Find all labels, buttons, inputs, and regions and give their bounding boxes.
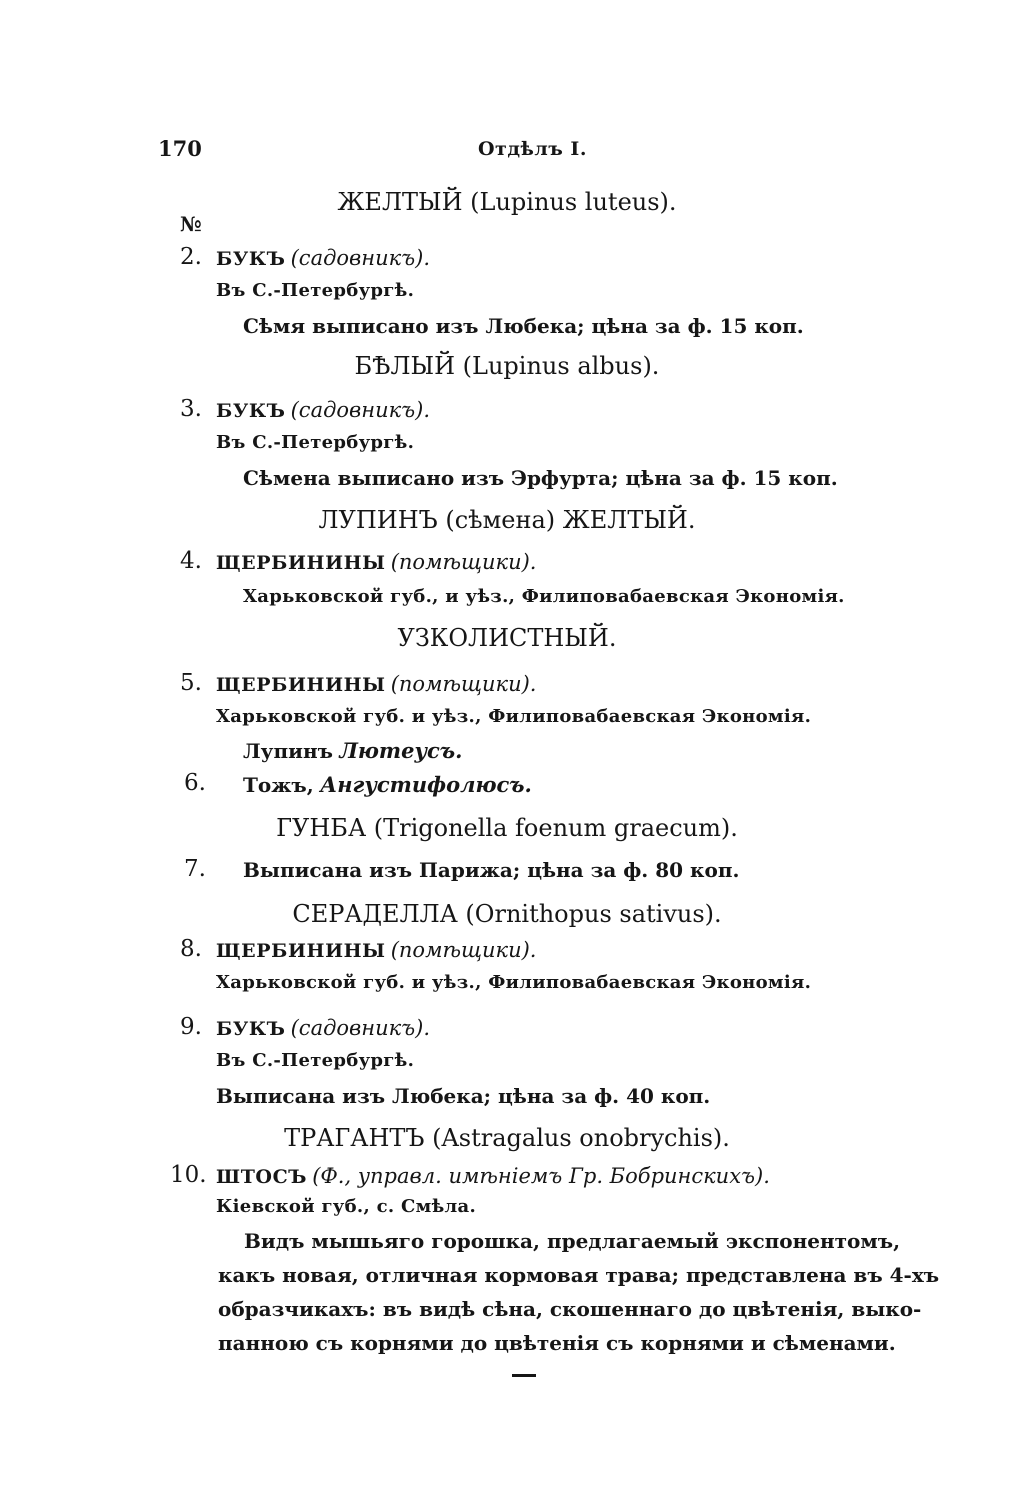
entry-number: 2. <box>180 244 202 270</box>
entry-number: 10. <box>170 1162 207 1188</box>
exhibitor-role: (помѣщики). <box>390 672 537 696</box>
entry-place: Харьковской губ. и уѣз., Филиповабаевская Экономія. <box>216 706 812 727</box>
description-line: Видъ мышьяго горошка, предлагаемый экспонентомъ, <box>244 1229 901 1253</box>
exhibitor-role: (садовникъ). <box>290 246 431 270</box>
exhibitor-name: ЩЕРБИНИНЫ <box>216 674 386 696</box>
entry-exhibitor <box>216 938 536 962</box>
entry-note <box>243 772 532 797</box>
heading-narrow-leaved: УЗКОЛИСТНЫЙ. <box>397 624 617 652</box>
entry-place: Харьковской губ. и уѣз., Филиповабаевская Экономія. <box>216 972 812 993</box>
heading-tragacanth: ТРАГАНТЪ (Astragalus onobrychis). <box>284 1124 730 1152</box>
entry-number: 9. <box>180 1014 202 1040</box>
entry-number: 3. <box>180 396 202 422</box>
exhibitor-name: ЩЕРБИНИНЫ <box>216 552 386 574</box>
entry-place: Харьковской губ., и уѣз., Филиповабаевская Экономія. <box>243 586 845 607</box>
entry-note: Выписана изъ Любека; цѣна за ф. 40 коп. <box>216 1084 711 1108</box>
entry-number: 7. <box>184 856 206 882</box>
description-line: образчикахъ: въ видѣ сѣна, скошеннаго до цвѣтенія, выко- <box>218 1297 922 1321</box>
exhibitor-role: (садовникъ). <box>290 398 431 422</box>
entry-place: Кіевской губ., с. Смѣла. <box>216 1196 477 1217</box>
entry-number: 4. <box>180 548 202 574</box>
running-head: Отдѣлъ I. <box>478 138 587 160</box>
heading-white-lupin: БѢЛЫЙ (Lupinus albus). <box>354 352 660 380</box>
note-prefix: Лупинъ <box>243 739 333 763</box>
description-line: какъ новая, отличная кормовая трава; представлена въ 4-хъ <box>218 1263 940 1287</box>
description-line: панною съ корнями до цвѣтенія съ корнями и сѣменами. <box>218 1331 896 1355</box>
note-prefix: Тожъ, <box>243 773 314 797</box>
entry-description <box>218 1224 940 1360</box>
exhibitor-name: БУКЪ <box>216 248 286 270</box>
entry-exhibitor <box>216 1016 430 1040</box>
exhibitor-role: (садовникъ). <box>290 1016 431 1040</box>
exhibitor-role: (Ф., управл. имѣніемъ Гр. Бобринскихъ). <box>312 1164 770 1188</box>
entry-place: Въ С.-Петербургѣ. <box>216 1050 415 1071</box>
exhibitor-name: ЩЕРБИНИНЫ <box>216 940 386 962</box>
entry-note: Сѣмена выписано изъ Эрфурта; цѣна за ф. 15 коп. <box>243 466 838 490</box>
heading-lupin-seeds: ЛУПИНЪ (сѣмена) ЖЕЛТЫЙ. <box>318 506 696 534</box>
note-italic: Ангустифолюсъ. <box>320 772 532 797</box>
exhibitor-name: БУКЪ <box>216 400 286 422</box>
exhibitor-name: ШТОСЪ <box>216 1166 308 1188</box>
exhibitor-role: (помѣщики). <box>390 938 537 962</box>
entry-place: Въ С.-Петербургѣ. <box>216 280 415 301</box>
entry-exhibitor <box>216 672 536 696</box>
entry-number: 8. <box>180 936 202 962</box>
note-italic: Лютеусъ. <box>339 738 463 763</box>
heading-yellow-lupin: ЖЕЛТЫЙ (Lupinus luteus). <box>337 188 677 216</box>
entry-exhibitor <box>216 398 430 422</box>
entry-number: 6. <box>184 770 206 796</box>
number-sign: № <box>180 212 202 236</box>
heading-fenugreek: ГУНБА (Trigonella foenum graecum). <box>276 814 738 842</box>
page-number: 170 <box>158 136 202 161</box>
entry-exhibitor <box>216 246 430 270</box>
end-dash <box>512 1374 536 1377</box>
entry-note: Сѣмя выписано изъ Любека; цѣна за ф. 15 коп. <box>243 314 804 338</box>
exhibitor-role: (помѣщики). <box>390 550 537 574</box>
entry-note <box>243 738 462 763</box>
entry-number: 5. <box>180 670 202 696</box>
exhibitor-name: БУКЪ <box>216 1018 286 1040</box>
entry-exhibitor <box>216 1164 770 1188</box>
entry-place: Въ С.-Петербургѣ. <box>216 432 415 453</box>
entry-exhibitor <box>216 550 536 574</box>
entry-note: Выписана изъ Парижа; цѣна за ф. 80 коп. <box>243 858 740 882</box>
heading-serradella: СЕРАДЕЛЛА (Ornithopus sativus). <box>292 900 722 928</box>
